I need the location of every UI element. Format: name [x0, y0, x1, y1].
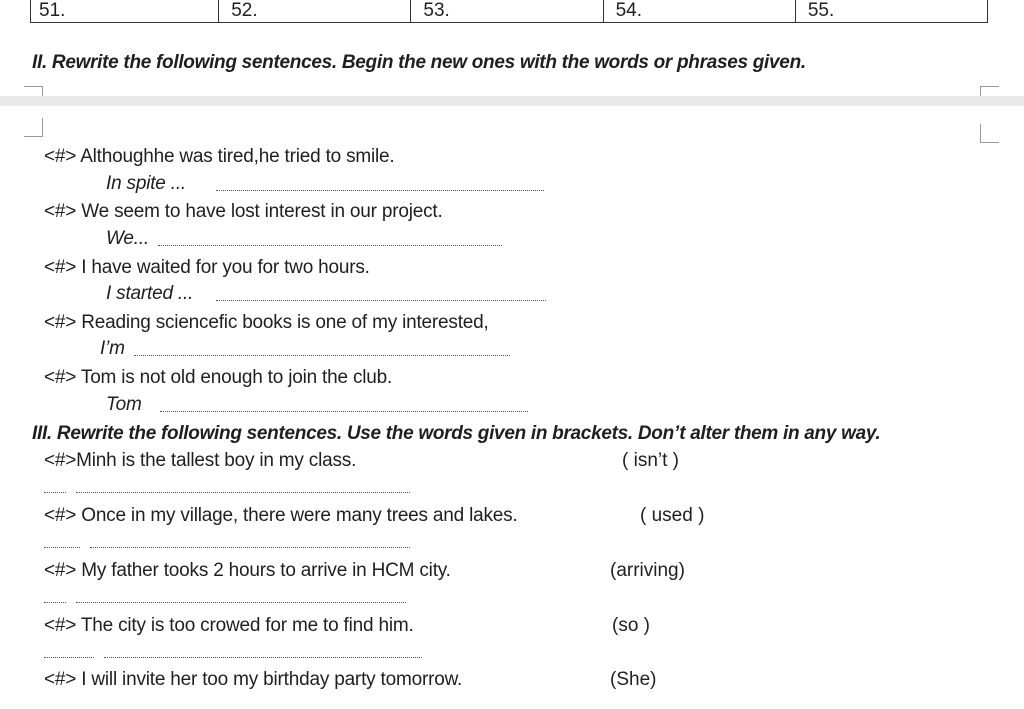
answer-table-row — [30, 0, 988, 23]
s2-item-1-prompt: In spite ... — [106, 173, 186, 194]
section-3-title: III. Rewrite the following sentences. Use the words given in brackets. Don’t alter them in any way. — [32, 423, 881, 444]
answer-cell-52: 52. — [218, 0, 410, 22]
s3-item-1-sentence: <#>Minh is the tallest boy in my class. — [44, 450, 357, 471]
s3-item-5-keyword: (She) — [610, 669, 657, 690]
s3-item-1-keyword: ( isn’t ) — [622, 450, 679, 471]
answer-line — [216, 190, 544, 191]
s2-item-5-prompt: Tom — [106, 394, 142, 415]
answer-cell-51: 51. — [39, 0, 66, 21]
crop-mark-bottom-left — [24, 118, 43, 137]
answer-line — [76, 602, 406, 603]
s3-item-2-keyword: ( used ) — [640, 505, 705, 526]
s2-item-4-sentence: <#> Reading sciencefic books is one of my interested, — [44, 312, 489, 333]
s2-item-5-sentence: <#> Tom is not old enough to join the club. — [44, 367, 393, 388]
answer-line — [76, 492, 410, 493]
s3-item-4-sentence: <#> The city is too crowed for me to find him. — [44, 615, 414, 636]
s2-item-2-prompt: We... — [106, 228, 149, 249]
s2-item-3-prompt: I started ... — [106, 283, 194, 304]
answer-line — [134, 355, 510, 356]
answer-cell-54: 54. — [603, 0, 795, 22]
section-2-title: II. Rewrite the following sentences. Begin the new ones with the words or phrases given. — [32, 52, 806, 73]
s3-item-3-sentence: <#> My father tooks 2 hours to arrive in HCM city. — [44, 560, 451, 581]
crop-mark-bottom-right — [980, 124, 999, 143]
s2-item-2-sentence: <#> We seem to have lost interest in our project. — [44, 201, 443, 222]
answer-line-start — [44, 492, 66, 493]
answer-line — [216, 300, 546, 301]
answer-line-start — [44, 602, 66, 603]
answer-cell-53: 53. — [410, 0, 602, 22]
s3-item-2-sentence: <#> Once in my village, there were many trees and lakes. — [44, 505, 518, 526]
s2-item-4-prompt: I’m — [100, 338, 125, 359]
s3-item-4-keyword: (so ) — [612, 615, 650, 636]
answer-line-start — [44, 547, 80, 548]
answer-cell-55: 55. — [795, 0, 987, 22]
page-break — [0, 96, 1024, 106]
s3-item-5-sentence: <#> I will invite her too my birthday party tomorrow. — [44, 669, 463, 690]
s3-item-3-keyword: (arriving) — [610, 560, 685, 581]
s2-item-1-sentence: <#> Althoughhe was tired,he tried to smile. — [44, 146, 395, 167]
answer-line — [104, 657, 422, 658]
answer-line — [158, 245, 502, 246]
answer-line-start — [44, 657, 94, 658]
answer-line — [160, 411, 528, 412]
s2-item-3-sentence: <#> I have waited for you for two hours. — [44, 257, 370, 278]
answer-line — [90, 547, 410, 548]
